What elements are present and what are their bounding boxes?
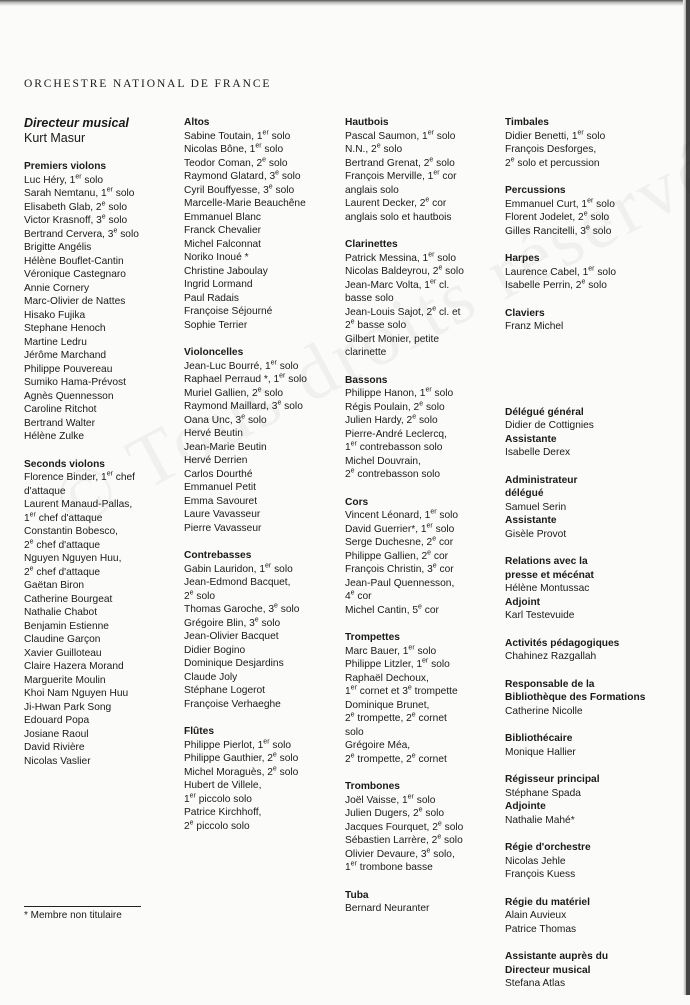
member-line: Edouard Popa [24, 715, 90, 726]
roster-section [345, 496, 505, 618]
member-line: Michel Falconnat [184, 238, 262, 250]
roster-section [345, 116, 505, 224]
member-line: Constantin Bobesco, [24, 526, 119, 537]
member-line: Gabin Lauridon, 1er solo [184, 562, 293, 575]
member-line: Laurent Manaud-Pallas, [24, 499, 133, 510]
member-line: Jacques Fourquet, 2e solo [345, 820, 464, 833]
member-line: David Rivière [24, 742, 85, 753]
member-line: Emmanuel Blanc [184, 211, 262, 223]
section-title: Percussions [505, 185, 566, 196]
member-line: Gilles Rancitelli, 3e solo [505, 224, 612, 237]
member-line: Karl Testevuide [505, 610, 575, 621]
member-line: Véronique Castegnaro [24, 269, 126, 280]
member-line: Emmanuel Curt, 1er solo [505, 197, 615, 210]
member-line: Patrice Kirchhoff, [184, 807, 262, 818]
member-line: Teodor Coman, 2e solo [184, 156, 288, 169]
roster-section [505, 732, 675, 759]
member-line: François Merville, 1er cor [345, 169, 457, 182]
member-line: Annie Cornery [24, 282, 90, 294]
member-line: Dominique Brunet, [345, 699, 430, 711]
section-title: Premiers violons [24, 161, 107, 172]
roster-section [505, 514, 675, 541]
roster-section [24, 116, 184, 146]
roster-section [505, 800, 675, 827]
member-line: Julien Hardy, 2e solo [345, 413, 438, 426]
member-line: Vincent Léonard, 1er solo [345, 508, 459, 521]
member-line: Raphaël Dechoux, [345, 672, 429, 684]
member-line: Philippe Pierlot, 1er solo [184, 738, 292, 751]
member-line: Emma Savouret [184, 495, 258, 507]
member-line: Catherine Bourgeat [24, 593, 113, 605]
member-line: Stéphane Spada [505, 787, 581, 799]
member-line: Jean-Edmond Bacquet, [184, 577, 291, 588]
roster-section [345, 889, 505, 916]
member-line: Gilbert Monier, petite [345, 333, 439, 345]
member-line: Philippe Gallien, 2e cor [345, 549, 449, 562]
member-line: Raymond Maillard, 3e solo [184, 399, 303, 412]
member-line: 1er trombone basse [345, 860, 433, 873]
roster-section [505, 184, 675, 238]
member-line: N.N., 2e solo [345, 142, 403, 155]
member-line: Noriko Inoué * [184, 252, 249, 263]
member-line: Florence Binder, 1er chef [24, 470, 136, 483]
member-line: Paul Radais [184, 292, 239, 304]
member-line: basse solo [345, 293, 394, 304]
member-line: Didier de Cottignies [505, 420, 594, 431]
member-line: Françoise Verhaeghe [184, 698, 281, 710]
section-title: Régie d'orchestre [505, 842, 591, 853]
member-line: 4e cor [345, 589, 372, 602]
member-line: Isabelle Perrin, 2e solo [505, 278, 607, 291]
section-title: Bibliothécaire [505, 733, 573, 744]
section-title: Tuba [345, 889, 369, 901]
section-title: Délégué général [505, 406, 584, 418]
member-line: Nathalie Chabot [24, 607, 98, 618]
member-line: Philippe Pouvereau [24, 363, 113, 375]
roster-column-4 [505, 116, 675, 1005]
roster-section [505, 406, 675, 433]
member-line: Patrice Thomas [505, 923, 577, 935]
member-line: d'attaque [24, 485, 66, 497]
member-line: Hélène Zulke [24, 431, 85, 442]
roster-section [184, 725, 344, 833]
roster-section [184, 346, 344, 535]
section-title: Activités pédagogiques [505, 637, 620, 649]
member-line: Grégoire Méa, [345, 740, 411, 751]
member-line: Jean-Marc Volta, 1er cl. [345, 278, 450, 291]
section-title: Responsable de la Bibliothèque des Formations [505, 678, 646, 703]
member-line: Christine Jaboulay [184, 265, 268, 277]
member-line: Hélène Bouflet-Cantin [24, 255, 124, 267]
member-line: Marc-Olivier de Nattes [24, 296, 126, 307]
member-line: anglais solo [345, 184, 399, 196]
member-line: 2e trompette, 2e cornet [345, 711, 447, 724]
member-line: Françoise Séjourné [184, 306, 273, 317]
member-line: David Guerrier*, 1er solo [345, 522, 455, 535]
member-line: Gisèle Provot [505, 528, 567, 540]
member-line: François Christin, 3e cor [345, 562, 454, 575]
section-title: Assistante [505, 433, 557, 445]
member-line: Benjamin Estienne [24, 620, 109, 632]
section-title: Administrateur délégué [505, 474, 578, 499]
member-line: 2e basse solo [345, 318, 407, 331]
member-line: Claudine Garçon [24, 634, 101, 645]
footnote-rule [24, 906, 141, 907]
member-line: François Desforges, [505, 144, 597, 155]
member-line: Laurent Decker, 2e cor [345, 196, 447, 209]
member-line: Pierre-André Leclercq, [345, 428, 447, 440]
member-line: Didier Benetti, 1er solo [505, 129, 606, 142]
member-line: Grégoire Blin, 3e solo [184, 616, 281, 629]
member-line: Jean-Paul Quennesson, [345, 577, 455, 589]
member-line: Julien Dugers, 2e solo [345, 806, 445, 819]
member-line: Raymond Glatard, 3e solo [184, 169, 301, 182]
section-title: Clarinettes [345, 239, 398, 250]
member-line: Bertrand Grenat, 2e solo [345, 156, 455, 169]
roster-section [505, 773, 675, 800]
member-line: Nicolas Bône, 1er solo [184, 142, 284, 155]
member-line: Marcelle-Marie Beauchêne [184, 198, 306, 209]
member-line: solo [345, 726, 364, 738]
member-line: Agnès Quennesson [24, 390, 114, 402]
section-title: Bassons [345, 374, 388, 386]
member-line: Florent Jodelet, 2e solo [505, 210, 610, 223]
member-line: Laurence Cabel, 1er solo [505, 265, 617, 278]
member-line: 2e solo et percussion [505, 156, 600, 169]
member-line: Franz Michel [505, 321, 564, 332]
member-line: 1er chef d'attaque [24, 511, 103, 524]
member-line: Muriel Gallien, 2e solo [184, 386, 284, 399]
member-line: Samuel Serin [505, 501, 567, 513]
member-line: François Kuess [505, 869, 576, 880]
member-line: Hervé Derrien [184, 455, 248, 466]
section-title: Assistante [505, 515, 557, 526]
section-title: Trompettes [345, 632, 400, 643]
member-line: Régis Poulain, 2e solo [345, 400, 445, 413]
member-line: Bertrand Cervera, 3e solo [24, 227, 139, 240]
roster-section [505, 433, 675, 460]
section-title: Timbales [505, 117, 549, 128]
member-line: Brigitte Angélis [24, 242, 92, 253]
roster-section [345, 238, 505, 360]
member-line: 2e trompette, 2e cornet [345, 752, 447, 765]
roster-section [505, 307, 675, 334]
member-line: 1er piccolo solo [184, 792, 252, 805]
page-header: ORCHESTRE NATIONAL DE FRANCE [24, 78, 272, 90]
section-title: Flûtes [184, 726, 215, 737]
member-line: Thomas Garoche, 3e solo [184, 602, 300, 615]
member-line: Carlos Dourthé [184, 468, 253, 480]
member-line: 2e piccolo solo [184, 819, 250, 832]
member-line: Martine Ledru [24, 336, 87, 348]
section-title: Relations avec la presse et mécénat [505, 556, 594, 581]
roster-section [505, 555, 675, 596]
member-line: Marc Bauer, 1er solo [345, 644, 437, 657]
member-line: Josiane Raoul [24, 728, 89, 740]
member-line: Sabine Toutain, 1er solo [184, 129, 291, 142]
member-line: Ingrid Lormand [184, 279, 253, 290]
member-line: Michel Moraguès, 2e solo [184, 765, 299, 778]
member-line: Pierre Vavasseur [184, 522, 262, 534]
section-title: Violoncelles [184, 347, 244, 358]
member-line: Kurt Masur [24, 131, 86, 145]
member-line: Jérôme Marchand [24, 350, 107, 361]
member-line: Alain Auvieux [505, 910, 567, 921]
section-title: Contrebasses [184, 550, 252, 561]
section-title: Seconds violons [24, 458, 105, 470]
section-title: Adjoint [505, 596, 541, 608]
member-line: Xavier Guilloteau [24, 647, 102, 659]
member-line: Isabelle Derex [505, 447, 571, 458]
roster-section [505, 596, 675, 623]
member-line: Sumiko Hama-Prévost [24, 377, 126, 388]
member-line: 2e contrebasson solo [345, 467, 441, 480]
roster-section [505, 678, 675, 719]
member-line: Didier Bogino [184, 644, 246, 656]
member-line: Michel Cantin, 5e cor [345, 603, 439, 616]
member-line: Chahinez Razgallah [505, 651, 597, 662]
roster-section [505, 474, 675, 515]
member-line: 1er contrebasson solo [345, 440, 443, 453]
member-line: Oana Unc, 3e solo [184, 413, 267, 426]
member-line: Hubert de Villele, [184, 780, 262, 791]
roster-section [345, 374, 505, 482]
member-line: Bertrand Walter [24, 417, 95, 429]
member-line: Jean-Louis Sajot, 2e cl. et [345, 305, 461, 318]
section-title: Harpes [505, 253, 540, 264]
member-line: 2e chef d'attaque [24, 538, 101, 551]
member-line: 2e chef d'attaque [24, 565, 101, 578]
member-line: Pascal Saumon, 1er solo [345, 129, 456, 142]
section-title: Claviers [505, 307, 545, 319]
roster-section [345, 631, 505, 766]
roster-section [505, 637, 675, 664]
member-line: 1er cornet et 3e trompette [345, 684, 458, 697]
section-title: Trombones [345, 781, 400, 792]
member-line: Michel Douvrain, [345, 455, 421, 467]
member-line: anglais solo et hautbois [345, 211, 452, 223]
member-line: Nguyen Nguyen Huu, [24, 553, 122, 564]
roster-section [505, 841, 675, 882]
member-line: Claire Hazera Morand [24, 661, 124, 672]
member-line: Franck Chevalier [184, 225, 261, 236]
roster-column-1 [24, 116, 184, 782]
member-line: Catherine Nicolle [505, 705, 583, 717]
member-line: Caroline Ritchot [24, 404, 97, 415]
member-line: Laure Vavasseur [184, 509, 261, 520]
member-line: Philippe Litzler, 1er solo [345, 657, 450, 670]
section-title: Assistante auprès du Directeur musical [505, 951, 609, 976]
section-title: Cors [345, 496, 369, 508]
member-line: Raphael Perraud *, 1er solo [184, 372, 307, 385]
section-title: Régisseur principal [505, 774, 600, 785]
roster-section [505, 950, 675, 991]
roster-section [184, 116, 344, 332]
member-line: Philippe Hanon, 1er solo [345, 386, 454, 399]
member-line: Emmanuel Petit [184, 482, 256, 493]
member-line: Patrick Messina, 1er solo [345, 251, 456, 264]
roster-section [505, 896, 675, 937]
member-line: Elisabeth Glab, 2e solo [24, 200, 128, 213]
section-title: Altos [184, 117, 210, 128]
section-title: Directeur musical [24, 116, 129, 130]
section-title: Régie du matériel [505, 896, 590, 908]
roster-section [24, 458, 184, 769]
member-line: 2e solo [184, 589, 216, 602]
member-line: Olivier Devaure, 3e solo, [345, 847, 455, 860]
roster-section [184, 549, 344, 711]
member-line: Ji-Hwan Park Song [24, 701, 112, 713]
member-line: Sébastien Larrère, 2e solo [345, 833, 463, 846]
member-line: Nicolas Vaslier [24, 755, 91, 767]
roster-section [505, 116, 675, 170]
member-line: Sarah Nemtanu, 1er solo [24, 186, 135, 199]
member-line: Jean-Olivier Bacquet [184, 631, 279, 642]
member-line: Monique Hallier [505, 746, 576, 758]
member-line: Hélène Montussac [505, 583, 590, 594]
member-line: Serge Duchesne, 2e cor [345, 535, 454, 548]
member-line: Hisako Fujika [24, 309, 86, 321]
member-line: Khoi Nam Nguyen Huu [24, 688, 129, 699]
roster-section [24, 160, 184, 444]
member-line: Dominique Desjardins [184, 658, 284, 669]
roster-section [505, 252, 675, 293]
roster-column-2 [184, 116, 344, 847]
member-line: Cyril Bouffyesse, 3e solo [184, 183, 295, 196]
scan-top-edge [0, 0, 690, 6]
member-line: Nicolas Baldeyrou, 2e solo [345, 264, 464, 277]
member-line: Stephane Henoch [24, 323, 106, 334]
member-line: clarinette [345, 347, 387, 358]
member-line: Claude Joly [184, 671, 238, 683]
member-line: Bernard Neuranter [345, 903, 430, 914]
member-line: Jean-Luc Bourré, 1er solo [184, 359, 299, 372]
member-line: Marguerite Moulin [24, 674, 106, 686]
member-line: Philippe Gauthier, 2e solo [184, 751, 299, 764]
member-line: Gaëtan Biron [24, 580, 85, 591]
member-line: Joël Vaisse, 1er solo [345, 793, 436, 806]
roster-column-3 [345, 116, 505, 930]
member-line: Sophie Terrier [184, 319, 248, 331]
roster-section [345, 780, 505, 875]
footnote: * Membre non titulaire [24, 910, 122, 921]
member-line: Victor Krasnoff, 3e solo [24, 213, 128, 226]
section-title: Adjointe [505, 801, 546, 812]
member-line: Stéphane Logerot [184, 685, 266, 696]
member-line: Nicolas Jehle [505, 855, 566, 867]
member-line: Luc Héry, 1er solo [24, 173, 104, 186]
member-line: Jean-Marie Beutin [184, 441, 267, 453]
member-line: Nathalie Mahé* [505, 814, 575, 826]
member-line: Stefana Atlas [505, 978, 566, 989]
section-title: Hautbois [345, 117, 389, 128]
member-line: Hervé Beutin [184, 428, 243, 439]
scan-right-edge [686, 0, 690, 995]
